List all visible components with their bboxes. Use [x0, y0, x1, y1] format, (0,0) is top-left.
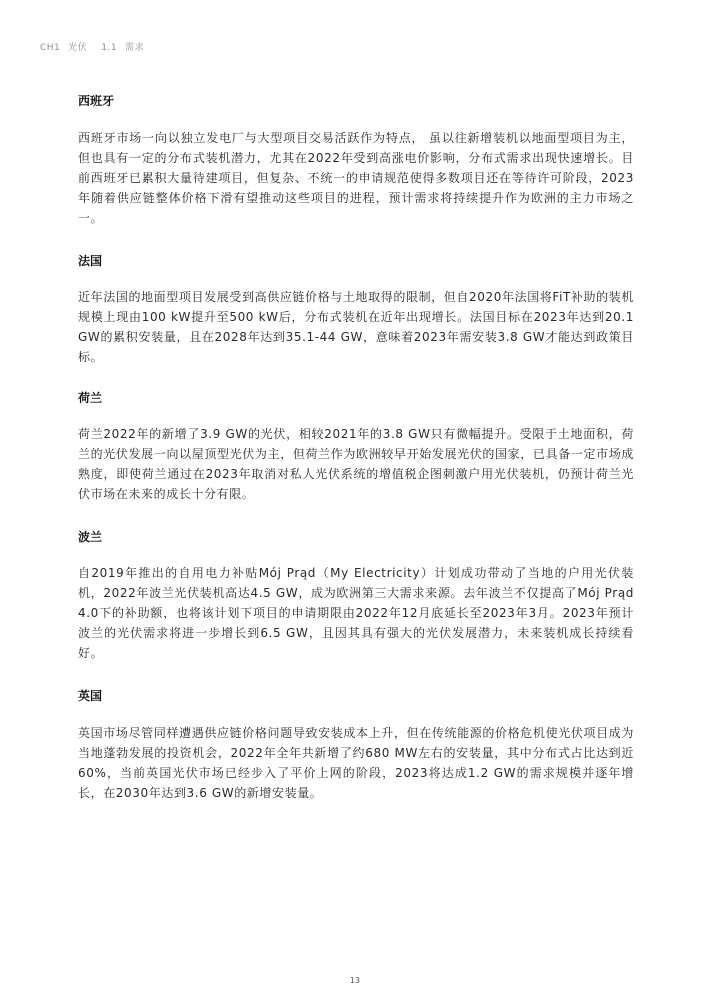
page-number: 13: [349, 976, 361, 985]
section-paragraph-uk: 英国市场尽管同样遭遇供应链价格问题导致安装成本上升，但在传统能源的价格危机使光伏项目成为当地蓬勃发展的投资机会，2022年全年共新增了约680 MW左右的安装量，其中分布式占比达到近60%，当前英国光伏市场已经步入了平价上网的阶段，2023将达成1.2 GW的需求规模并逐年增长，在2030年达到3.6 GW的新增安装量。: [78, 726, 634, 800]
section-heading-spain: 西班牙: [78, 94, 115, 108]
section-heading-netherlands: 荷兰: [78, 391, 103, 405]
section-heading-poland: 波兰: [78, 530, 103, 544]
section-heading-france: 法国: [78, 254, 103, 268]
section-paragraph-france: 近年法国的地面型项目发展受到高供应链价格与土地取得的限制，但自2020年法国将FiT补助的装机规模上现由100 kW提升至500 kW后，分布式装机在近年出现增长。法国目标在2023年达到20.1 GW的累积安装量，且在2028年达到35.1-44 GW，意味着2023年需安装3.8 GW才能达到政策目标。: [78, 290, 634, 364]
section-paragraph-poland: 自2019年推出的自用电力补贴Mój Prąd（My Electricity）计划成功带动了当地的户用光伏装机，2022年波兰光伏装机高达4.5 GW，成为欧洲第三大需求来源。去年波兰不仅提高了Mój Prąd 4.0下的补助额，也将该计划下项目的申请期限由2022年12月底延长至2023年3月。2023年预计波兰的光伏需求将进一步增长到6.5 GW，且因其具有强大的光伏发展潜力，未来装机成长持续看好。: [78, 566, 634, 660]
section-paragraph-spain: 西班牙市场一向以独立发电厂与大型项目交易活跃作为特点， 虽以往新增装机以地面型项目为主，但也具有一定的分布式装机潜力，尤其在2022年受到高涨电价影响，分布式需求出现快速增长。目前西班牙已累积大量待建项目，但复杂、不统一的申请规范使得多数项目还在等待许可阶段，2023年随着供应链整体价格下滑有望推动这些项目的进程，预计需求将持续提升作为欧洲的主力市场之一。: [78, 131, 634, 225]
chapter-title: 光伏: [68, 43, 88, 53]
section-number: 1.1: [101, 43, 118, 53]
document-body: [78, 92, 634, 803]
running-header: [40, 40, 152, 53]
chapter-label: CH1: [40, 43, 61, 53]
section-heading-uk: 英国: [78, 689, 103, 703]
section-title: 需求: [125, 43, 145, 53]
section-paragraph-netherlands: 荷兰2022年的新增了3.9 GW的光伏，相较2021年的3.8 GW只有微幅提升。受限于土地面积，荷兰的光伏发展一向以屋顶型光伏为主，但荷兰作为欧洲较早开始发展光伏的国家，已具备一定市场成熟度，即使荷兰通过在2023年取消对私人光伏系统的增值税企图刺激户用光伏装机，仍预计荷兰光伏市场在未来的成长十分有限。: [78, 427, 634, 501]
